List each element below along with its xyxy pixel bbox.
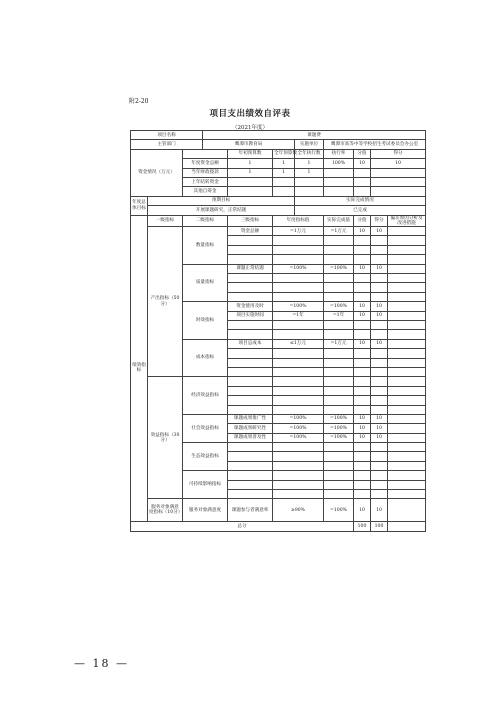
indicator-name: 课题成果推广性 bbox=[228, 414, 273, 423]
indicators-section-label: 绩效指标 bbox=[131, 215, 148, 522]
table-row bbox=[131, 227, 426, 236]
indicator-got: 10 bbox=[371, 302, 388, 311]
total-got: 100 bbox=[371, 522, 388, 531]
col-header: 二级指标 bbox=[183, 215, 228, 227]
indicator-actual: =1万元 bbox=[324, 227, 354, 236]
indicator-score: 10 bbox=[354, 339, 371, 348]
col-header: 全年执行数 bbox=[295, 149, 324, 158]
table-cell: 1 bbox=[228, 168, 273, 177]
table-cell: 1 bbox=[295, 159, 324, 168]
indicator-got: 10 bbox=[371, 499, 388, 522]
expected-goal-label: 预期目标 bbox=[148, 196, 295, 205]
table-row bbox=[131, 131, 426, 140]
indicator-score: 10 bbox=[354, 302, 371, 311]
table-cell: 1 bbox=[295, 168, 324, 177]
table-cell: 10 bbox=[371, 159, 426, 168]
indicator-got: 10 bbox=[371, 414, 388, 423]
table-row bbox=[131, 522, 426, 531]
indicator-got: 10 bbox=[371, 264, 388, 273]
funds-row-label: 年度资金总额 bbox=[183, 159, 228, 168]
table-cell: 10 bbox=[354, 159, 371, 168]
output-indicator-label: 产出指标（50分） bbox=[148, 227, 183, 377]
col-header: 分值 bbox=[354, 215, 371, 227]
col-header: 三级指标 bbox=[228, 215, 273, 227]
table-row bbox=[131, 377, 426, 386]
timeliness-indicator-label: 时效指标 bbox=[183, 302, 228, 340]
indicator-name: 课题成果研究性 bbox=[228, 424, 273, 433]
indicator-actual: =100% bbox=[324, 499, 354, 522]
indicator-name: 项目实施时间 bbox=[228, 311, 273, 320]
economic-indicator-label: 经济效益指标 bbox=[183, 377, 228, 415]
indicator-name: 资金总额 bbox=[228, 227, 273, 236]
indicator-score: 10 bbox=[354, 227, 371, 236]
total-label: 总分 bbox=[131, 522, 354, 531]
indicator-score: 10 bbox=[354, 264, 371, 273]
table-row bbox=[131, 196, 426, 205]
indicator-name: 课题正常结题 bbox=[228, 264, 273, 273]
indicator-actual: =100% bbox=[324, 433, 354, 442]
indicator-score: 10 bbox=[354, 311, 371, 320]
indicator-score: 10 bbox=[354, 499, 371, 522]
table-row bbox=[131, 499, 426, 522]
indicator-got: 10 bbox=[371, 433, 388, 442]
table-row bbox=[131, 149, 426, 158]
indicator-target: ≤1万元 bbox=[273, 339, 324, 348]
indicator-actual: =100% bbox=[324, 264, 354, 273]
actual-goal-label: 实际完成情况 bbox=[295, 196, 426, 205]
col-header: 年初预算数 bbox=[228, 149, 273, 158]
project-name: 课题费 bbox=[203, 131, 426, 140]
indicator-got: 10 bbox=[371, 311, 388, 320]
col-header: 得分 bbox=[371, 149, 426, 158]
performance-table bbox=[130, 130, 426, 532]
indicator-score: 10 bbox=[354, 424, 371, 433]
annual-goal-label: 年度总体目标 bbox=[131, 196, 148, 215]
col-header: 全年预算数 bbox=[273, 149, 295, 158]
expected-goal: 开展课题研究，正常结题 bbox=[148, 206, 295, 215]
indicator-name: 项目总成本 bbox=[228, 339, 273, 348]
indicator-score: 10 bbox=[354, 433, 371, 442]
col-header: 实际完成值 bbox=[324, 215, 354, 227]
ecological-indicator-label: 生态效益指标 bbox=[183, 443, 228, 471]
form-year: （2021年度） bbox=[232, 125, 268, 131]
indicator-target: =100% bbox=[273, 302, 324, 311]
service-satisfaction-label: 服务对象满意度 bbox=[183, 499, 228, 522]
funds-row-label: 当年财政拨款 bbox=[183, 168, 228, 177]
attachment-label: 附2-20 bbox=[129, 98, 149, 105]
social-indicator-label: 社会效益指标 bbox=[183, 414, 228, 442]
indicator-target: =100% bbox=[273, 424, 324, 433]
col-header: 一级指标 bbox=[148, 215, 183, 227]
funds-row-label: 上年结转资金 bbox=[183, 177, 228, 186]
col-header: 得分 bbox=[371, 215, 388, 227]
indicator-target: =100% bbox=[273, 264, 324, 273]
sustainable-indicator-label: 可持续影响指标 bbox=[183, 471, 228, 499]
indicator-target: =100% bbox=[273, 433, 324, 442]
indicator-actual: =1万元 bbox=[324, 339, 354, 348]
table-row bbox=[131, 140, 426, 149]
cost-indicator-label: 成本指标 bbox=[183, 339, 228, 377]
funds-row-label: 其他自筹金 bbox=[183, 187, 228, 196]
indicator-got: 10 bbox=[371, 339, 388, 348]
unit-label: 实施单位 bbox=[295, 140, 324, 149]
table-cell: 1 bbox=[228, 159, 273, 168]
table-cell: 1 bbox=[273, 159, 295, 168]
indicator-actual: =1年 bbox=[324, 311, 354, 320]
indicator-name: 课题成果普及性 bbox=[228, 433, 273, 442]
quality-indicator-label: 质量指标 bbox=[183, 264, 228, 302]
form-title: 项目支出绩效自评表 bbox=[209, 109, 291, 119]
indicator-got: 10 bbox=[371, 424, 388, 433]
dept-label: 主管部门 bbox=[131, 140, 203, 149]
indicator-target: =100% bbox=[273, 414, 324, 423]
satisfaction-indicator-label: 服务对象满意度指标（10分） bbox=[148, 499, 183, 522]
indicator-target: =1万元 bbox=[273, 227, 324, 236]
indicator-score: 10 bbox=[354, 414, 371, 423]
indicator-target: ≥90% bbox=[273, 499, 324, 522]
indicator-got: 10 bbox=[371, 227, 388, 236]
total-score: 100 bbox=[354, 522, 371, 531]
actual-goal: 已完成 bbox=[295, 206, 426, 215]
table-cell bbox=[354, 168, 371, 177]
table-cell bbox=[324, 168, 354, 177]
unit: 鹰潭市高等中等学校招生考试委员会办公室 bbox=[324, 140, 426, 149]
col-header: 偏差原因分析及改进措施 bbox=[388, 215, 426, 227]
project-name-label: 项目名称 bbox=[131, 131, 203, 140]
indicator-actual: =100% bbox=[324, 302, 354, 311]
table-cell bbox=[371, 168, 426, 177]
quantity-indicator-label: 数量指标 bbox=[183, 227, 228, 265]
col-header: 分值 bbox=[354, 149, 371, 158]
indicator-actual: =100% bbox=[324, 424, 354, 433]
col-header: 执行率 bbox=[324, 149, 354, 158]
funds-label: 资金情况（万元） bbox=[131, 149, 183, 196]
page-number: — 18 — bbox=[74, 657, 129, 670]
table-row bbox=[131, 206, 426, 215]
table-row bbox=[131, 215, 426, 227]
indicator-actual: =100% bbox=[324, 414, 354, 423]
indicator-name: 课题参与者满意率 bbox=[228, 499, 273, 522]
dept: 鹰潭市教育局 bbox=[203, 140, 295, 149]
indicator-target: =1年 bbox=[273, 311, 324, 320]
col-header: 年度指标值 bbox=[273, 215, 324, 227]
benefit-indicator-label: 效益指标（30分） bbox=[148, 377, 183, 499]
table-cell: 1 bbox=[273, 168, 295, 177]
table-cell: 100% bbox=[324, 159, 354, 168]
indicator-name: 资金使用及时 bbox=[228, 302, 273, 311]
